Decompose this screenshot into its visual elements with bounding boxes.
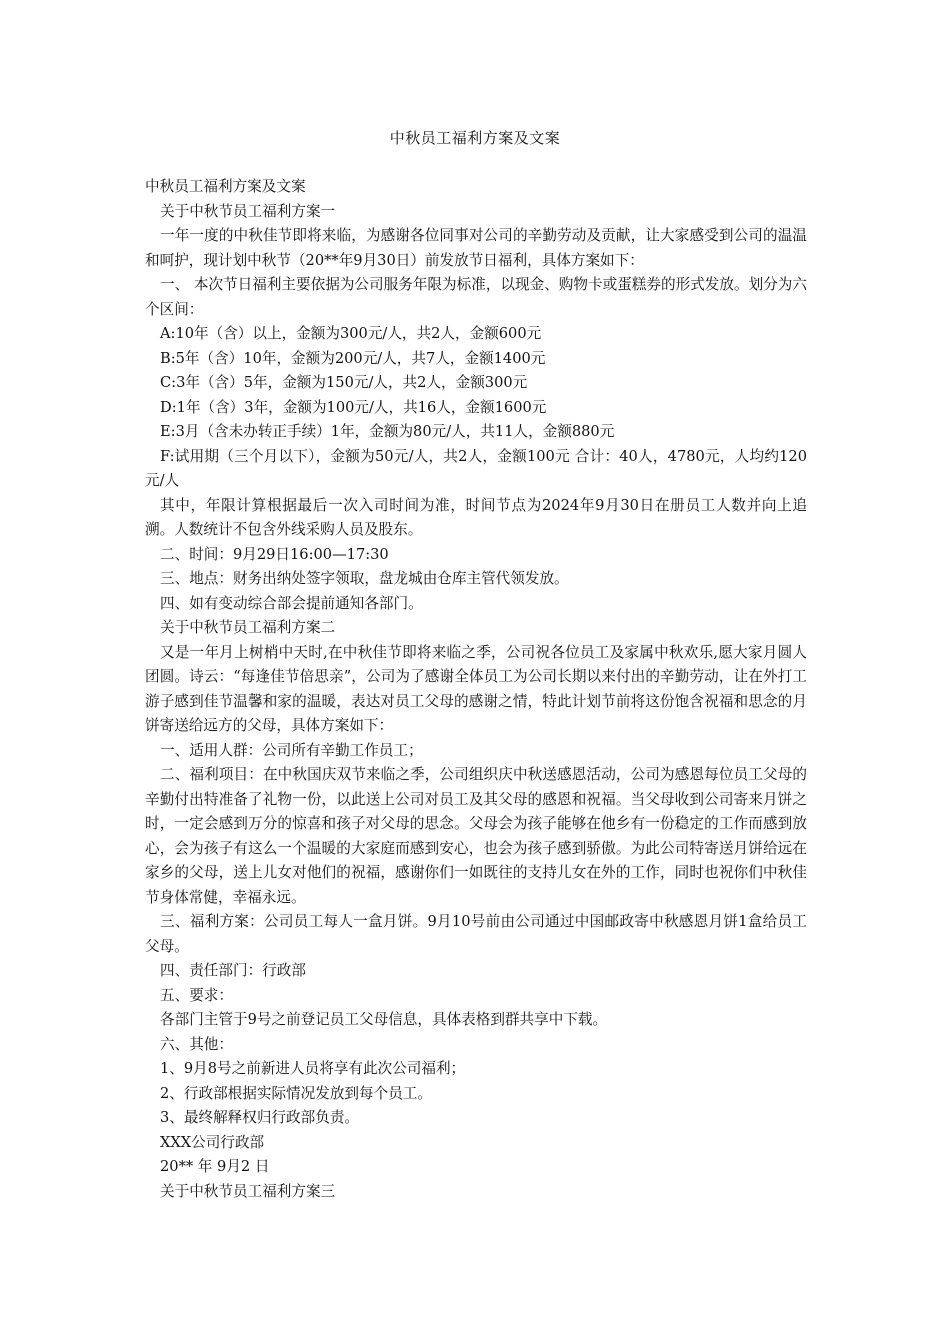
paragraph: 三、地点：财务出纳处签字领取，盘龙城由仓库主管代领发放。 (160, 570, 569, 587)
paragraph: B:5年（含）10年，金额为200元/人，共7人，金额1400元 (160, 349, 546, 367)
paragraph: F:试用期（三个月以下），金额为50元/人，共2人，金额100元 合计：40人，4780元，人均约120元/人 (145, 447, 807, 489)
paragraph: 2、行政部根据实际情况发放到每个员工。 (160, 1084, 432, 1102)
document-title: 中秋员工福利方案及文案 (389, 129, 561, 147)
paragraph: 二、时间：9月29日16:00—17:30 (160, 545, 389, 563)
paragraph: 中秋员工福利方案及文案 (145, 178, 306, 195)
paragraph: 又是一年月上树梢中天时,在中秋佳节即将来临之季，公司祝各位员工及家属中秋欢乐,愿大家月圆人团圆。诗云：“每逢佳节倍思亲”，公司为了感谢全体员工为公司长期以来付出的辛勤劳动，让在外打工游子感到佳节温馨和家的温暖，表达对员工父母的感谢之情，特此计划节前将这份饱含祝福和思念的月饼寄送给远方的父母，具体方案如下： (145, 643, 807, 734)
paragraph: 各部门主管于9号之前登记员工父母信息，具体表格到群共享中下载。 (160, 1011, 608, 1028)
paragraph: A:10年（含）以上，金额为300元/人，共2人，金额600元 (160, 325, 542, 342)
paragraph: 五、要求： (160, 986, 233, 1004)
paragraph: 四、如有变动综合部会提前通知各部门。 (160, 594, 423, 612)
paragraph: 六、其他： (160, 1035, 233, 1053)
paragraph: 其中，年限计算根据最后一次入司时间为准，时间节点为2024年9月30日在册员工人数并向上追溯。人数统计不包含外线采购人员及股东。 (145, 496, 807, 538)
paragraph: XXX公司行政部 (160, 1133, 265, 1151)
paragraph: 一年一度的中秋佳节即将来临，为感谢各位同事对公司的辛勤劳动及贡献，让大家感受到公司的温温和呵护，现计划中秋节（20**年9月30日）前发放节日福利，具体方案如下： (145, 227, 807, 269)
paragraph: 四、责任部门：行政部 (160, 962, 306, 979)
paragraph: 三、福利方案：公司员工每人一盒月饼。9月10号前由公司通过中国邮政寄中秋感恩月饼1盒给员工父母。 (145, 913, 807, 955)
paragraph: 关于中秋节员工福利方案二 (160, 619, 336, 636)
paragraph: 20** 年 9月2 日 (160, 1158, 270, 1175)
paragraph: 一、适用人群：公司所有辛勤工作员工； (160, 741, 423, 759)
paragraph: 关于中秋节员工福利方案一 (160, 202, 336, 220)
paragraph: E:3月（含未办转正手续）1年，金额为80元/人，共11人，金额880元 (160, 423, 615, 440)
paragraph: C:3年（含）5年，金额为150元/人，共2人，金额300元 (160, 374, 528, 391)
paragraph: 关于中秋节员工福利方案三 (160, 1182, 336, 1200)
paragraph: 1、9月8号之前新进人员将享有此次公司福利； (160, 1060, 466, 1077)
document-body (145, 175, 807, 1204)
paragraph: D:1年（含）3年，金额为100元/人，共16人，金额1600元 (160, 398, 547, 416)
paragraph: 二、福利项目：在中秋国庆双节来临之季，公司组织庆中秋送感恩活动，公司为感恩每位员工父母的辛勤付出特准备了礼物一份，以此送上公司对员工及其父母的感恩和祝福。当父母收到公司寄来月饼之时，一定会感到万分的惊喜和孩子对父母的思念。父母会为孩子能够在他乡有一份稳定的工作而感到放心，会为孩子有这么一个温暖的大家庭而感到安心，也会为孩子感到骄傲。为此公司特寄送月饼给远在家乡的父母，送上儿女对他们的祝福，感谢你们一如既往的支持儿女在外的工作，同时也祝你们中秋佳节身体常健，幸福永远。 (145, 766, 807, 906)
paragraph: 一、 本次节日福利主要依据为公司服务年限为标准，以现金、购物卡或蛋糕券的形式发放。划分为六个区间： (145, 276, 807, 318)
paragraph: 3、最终解释权归行政部负责。 (160, 1109, 360, 1126)
